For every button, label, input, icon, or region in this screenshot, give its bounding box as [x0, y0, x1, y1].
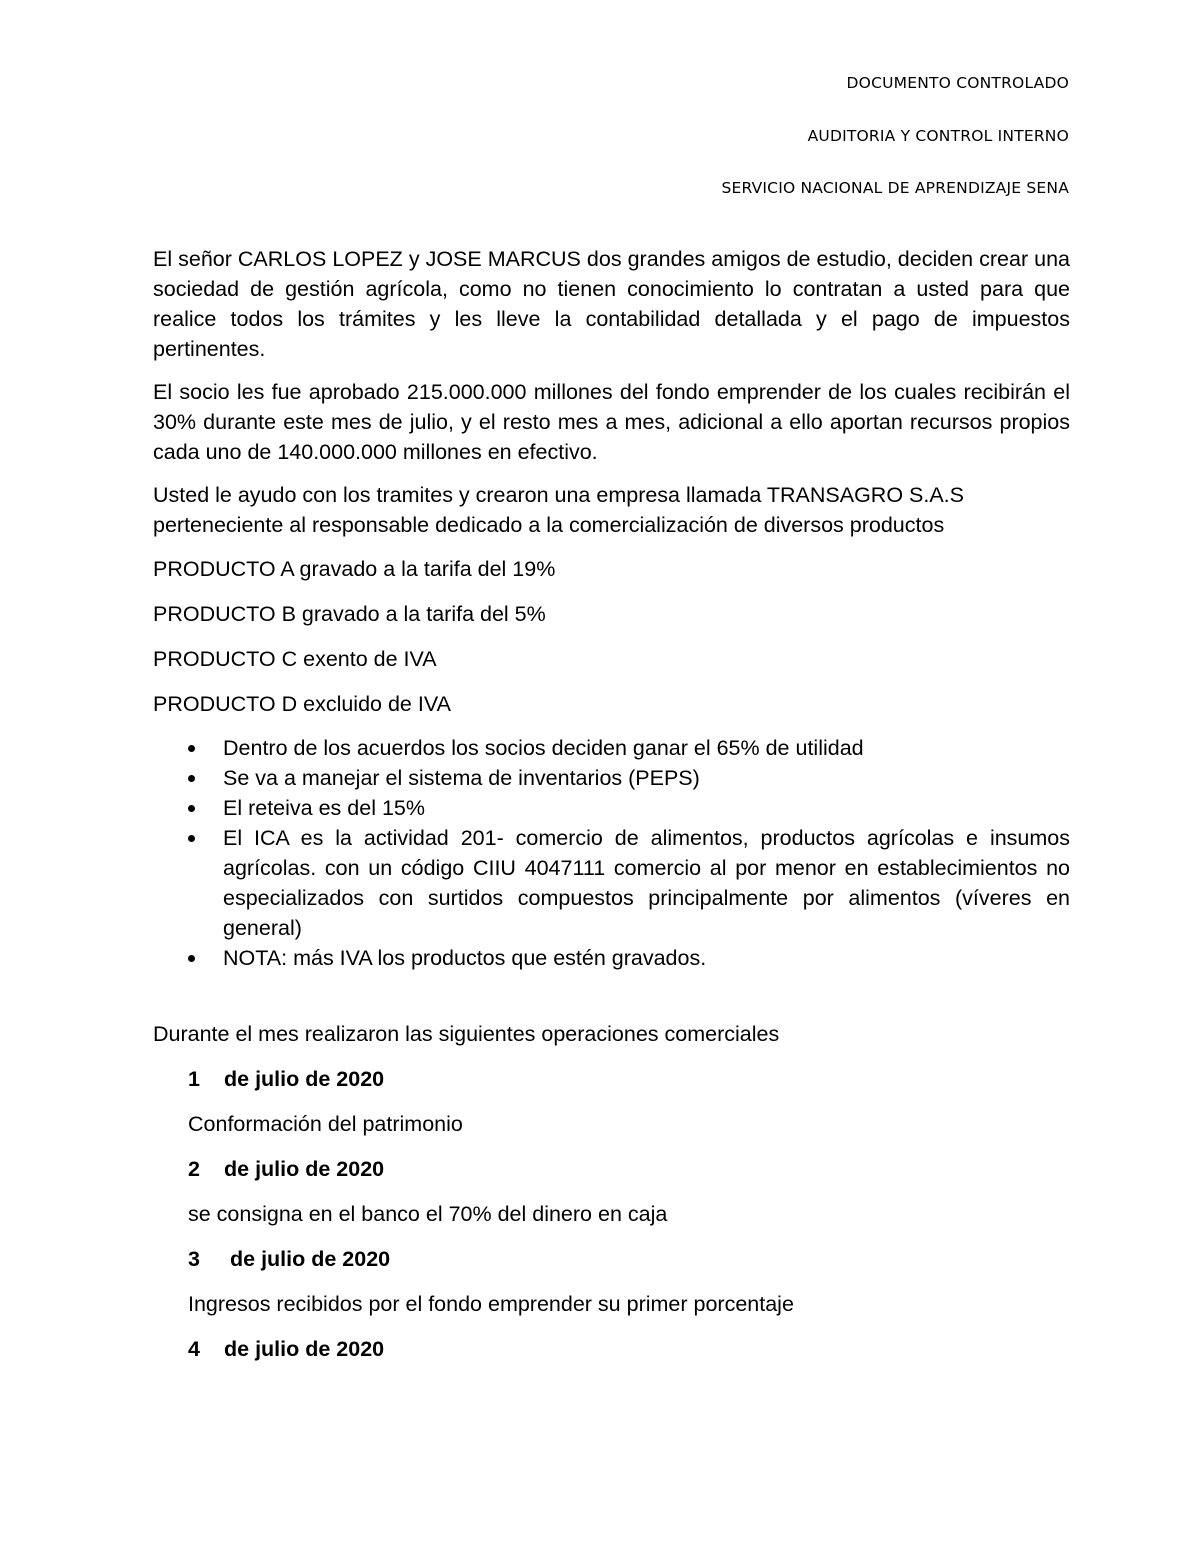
header-document-status: DOCUMENTO CONTROLADO	[846, 74, 1069, 92]
header-department: AUDITORIA Y CONTROL INTERNO	[807, 127, 1069, 145]
operation-desc-3: Ingresos recibidos por el fondo emprender su primer porcentaje	[188, 1292, 794, 1316]
operation-desc-1: Conformación del patrimonio	[188, 1112, 463, 1136]
bullet-icon	[188, 955, 195, 962]
operation-desc-2: se consigna en el banco el 70% del dinero en caja	[188, 1202, 668, 1226]
list-item: Dentro de los acuerdos los socios deciden ganar el 65% de utilidad	[153, 733, 1070, 763]
operation-date-3: 3 de julio de 2020	[188, 1247, 391, 1271]
operation-date-2: 2 de julio de 2020	[188, 1157, 385, 1181]
operation-date-1: 1 de julio de 2020	[188, 1067, 385, 1091]
list-item: Se va a manejar el sistema de inventarios (PEPS)	[153, 763, 1070, 793]
product-d: PRODUCTO D excluido de IVA	[153, 692, 451, 716]
bullet-icon	[188, 835, 195, 842]
agreements-list	[153, 733, 1070, 973]
bullet-icon	[188, 745, 195, 752]
intro-paragraph-2: El socio les fue aprobado 215.000.000 millones del fondo emprender de los cuales recibirán el 30% durante este mes de julio, y el resto mes a mes, adicional a ello aportan recursos propios cada uno de 140.000.000 millones en efectivo.	[153, 380, 1070, 464]
list-item: El reteiva es del 15%	[153, 793, 1070, 823]
intro-paragraph-1: El señor CARLOS LOPEZ y JOSE MARCUS dos grandes amigos de estudio, deciden crear una sociedad de gestión agrícola, como no tienen conocimiento lo contratan a usted para que realice todos los trámites y les lleve la contabilidad detallada y el pago de impuestos pertinentes.	[153, 247, 1070, 361]
product-a: PRODUCTO A gravado a la tarifa del 19%	[153, 557, 556, 581]
operation-date-4: 4 de julio de 2020	[188, 1337, 385, 1361]
operations-intro: Durante el mes realizaron las siguientes operaciones comerciales	[153, 1022, 780, 1046]
product-b: PRODUCTO B gravado a la tarifa del 5%	[153, 602, 546, 626]
bullet-icon	[188, 775, 195, 782]
list-item: El ICA es la actividad 201- comercio de alimentos, productos agrícolas e insumos agrícolas. con un código CIIU 4047111 comercio al por menor en establecimientos no especializados con surtidos compuestos principalmente por alimentos (víveres en general)	[153, 823, 1070, 943]
product-c: PRODUCTO C exento de IVA	[153, 647, 437, 671]
intro-paragraph-3: Usted le ayudo con los tramites y crearon una empresa llamada TRANSAGRO S.A.S perteneciente al responsable dedicado a la comercialización de diversos productos	[153, 483, 964, 537]
bullet-icon	[188, 805, 195, 812]
list-item: NOTA: más IVA los productos que estén gravados.	[153, 943, 1070, 973]
header-institution: SERVICIO NACIONAL DE APRENDIZAJE SENA	[721, 179, 1069, 197]
